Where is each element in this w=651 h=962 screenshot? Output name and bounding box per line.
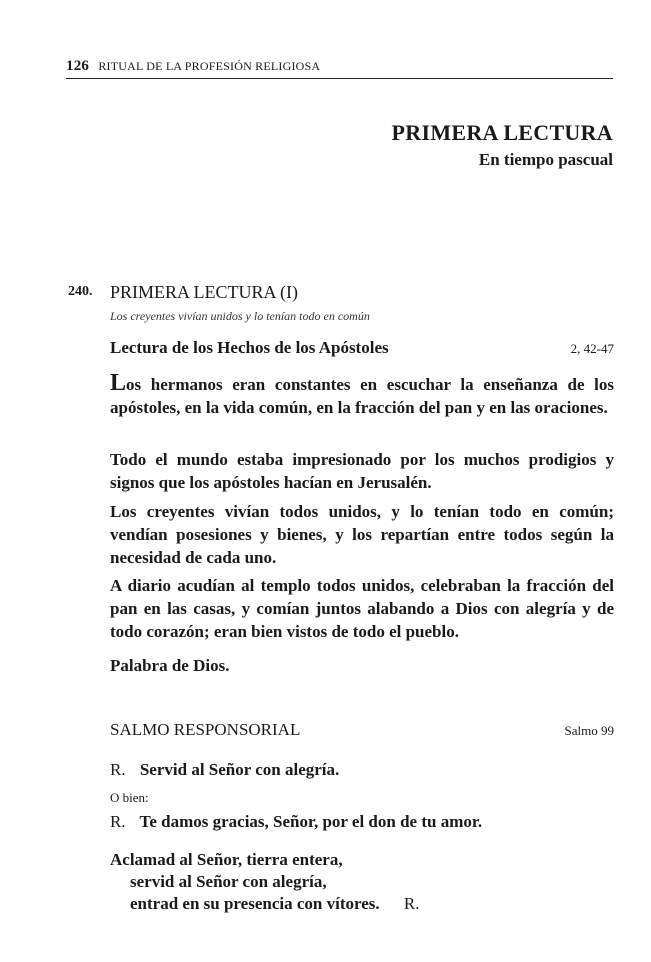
- reading-title: PRIMERA LECTURA (I): [110, 282, 299, 302]
- response-text: Te damos gracias, Señor, por el don de tu amor.: [139, 812, 483, 831]
- response-line: [110, 760, 614, 780]
- running-header: [66, 58, 613, 79]
- book-row: [110, 338, 614, 358]
- psalm-reference: Salmo 99: [564, 723, 614, 738]
- paragraph: Los creyentes vivían todos unidos, y lo tenían todo en común; vendían posesiones y bienes, y los repartían entre todos según la necesidad de cada uno.: [110, 502, 614, 567]
- paragraph: A diario acudían al templo todos unidos, celebraban la fracción del pan en las casas, y comían juntos alabando a Dios con alegría y de todo corazón; eran bien vistos de todo el pueblo.: [110, 576, 614, 641]
- book-reference: 2, 42-47: [570, 341, 614, 356]
- page-number: 126: [66, 58, 90, 74]
- section-title: PRIMERA LECTURA: [391, 120, 613, 145]
- reading-summary: Los creyentes vivían unidos y lo tenían todo en común: [110, 309, 370, 323]
- psalm-verse-text: entrad en su presencia con vítores.: [130, 894, 380, 913]
- closing-formula: Palabra de Dios.: [110, 656, 230, 675]
- running-title: RITUAL DE LA PROFESIÓN RELIGIOSA: [98, 59, 321, 73]
- response-line: [110, 812, 614, 832]
- response-symbol: R.: [110, 760, 126, 779]
- section-heading: [392, 120, 613, 170]
- reading-number: 240.: [68, 284, 93, 299]
- psalm-verse: [110, 894, 634, 914]
- book-title: Lectura de los Hechos de los Apóstoles: [110, 338, 389, 357]
- response-symbol: R.: [403, 894, 420, 913]
- psalm-title: SALMO RESPONSORIAL: [110, 720, 301, 739]
- response-text: Servid al Señor con alegría.: [139, 760, 340, 779]
- section-subtitle: En tiempo pascual: [478, 150, 613, 169]
- or-label: O bien:: [110, 790, 149, 805]
- psalm-heading: [110, 720, 614, 740]
- psalm-verse: Aclamad al Señor, tierra entera,: [110, 850, 343, 869]
- paragraph: Los hermanos eran constantes en escuchar la enseñanza de los apóstoles, en la vida común, en la fracción del pan y en las oraciones.: [110, 370, 614, 417]
- psalm-verse: servid al Señor con alegría,: [130, 872, 327, 891]
- paragraph: Todo el mundo estaba impresionado por los muchos prodigios y signos que los apóstoles hacían en Jerusalén.: [110, 450, 614, 492]
- response-symbol: R.: [110, 812, 126, 831]
